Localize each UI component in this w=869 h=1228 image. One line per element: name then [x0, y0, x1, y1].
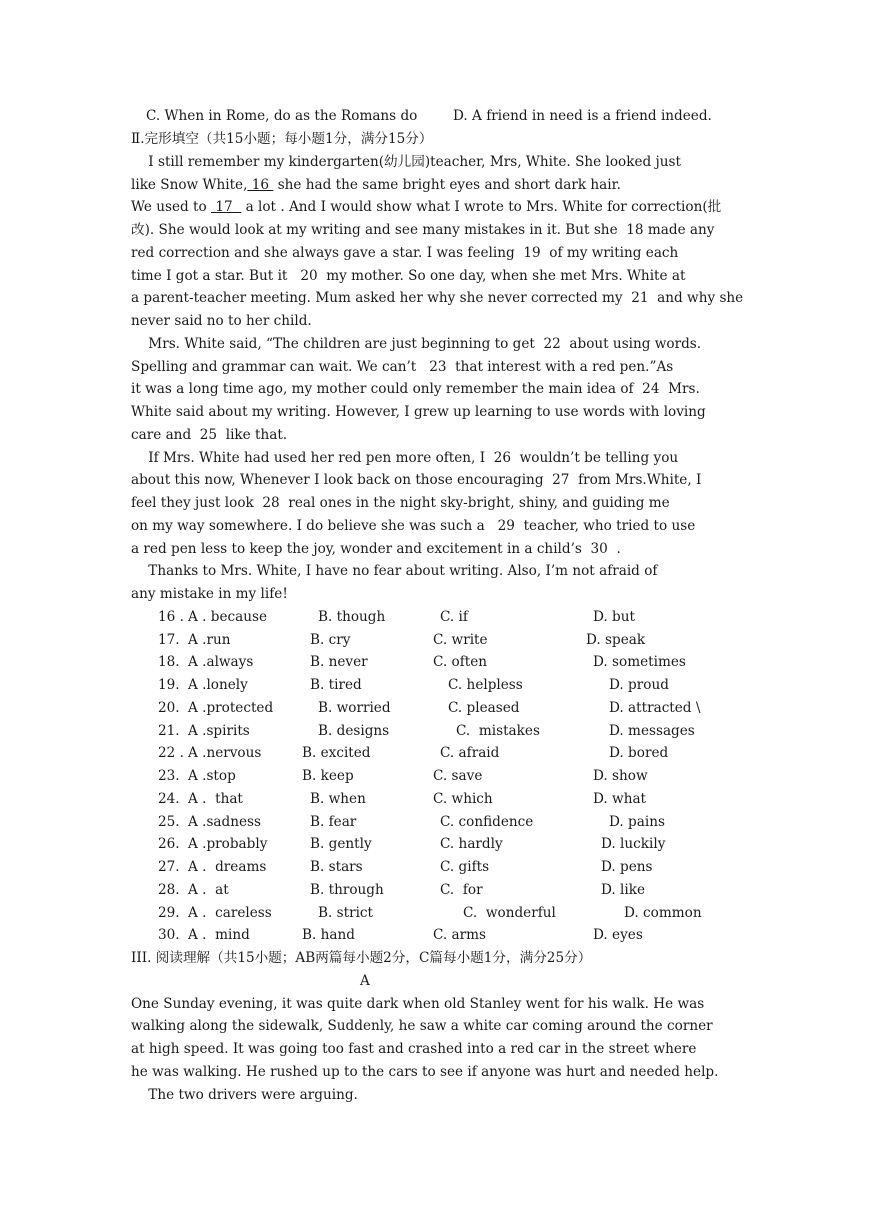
- option-a: A .run: [188, 632, 231, 648]
- option-a: A .nervous: [188, 745, 262, 761]
- option-d: D. but: [593, 609, 635, 625]
- option-b: B. fear: [310, 814, 357, 830]
- option-a: A .spirits: [188, 723, 250, 739]
- option-d: D. pens: [601, 859, 653, 875]
- option-b: B. worried: [318, 700, 391, 716]
- cloze-text: She would look at my writing and see many mistakes in it. But she 18 made any: [158, 222, 715, 238]
- option-a: A . dreams: [188, 859, 267, 875]
- cloze-text: like Snow White,: [131, 177, 248, 193]
- option-a: A .always: [188, 654, 254, 670]
- option-a: A . that: [188, 791, 243, 807]
- question-number: 17.: [158, 632, 180, 648]
- cloze-line-15: about this now, Whenever I look back on those encouraging 27 from Mrs.White, I: [131, 472, 702, 488]
- question-number: 16 .: [158, 609, 184, 625]
- cloze-line-4: [131, 220, 741, 240]
- option-a: A . at: [188, 882, 229, 898]
- option-a: A .sadness: [188, 814, 261, 830]
- cloze-line-2: [131, 175, 741, 195]
- option-c: C. arms: [433, 927, 487, 943]
- option-a: A .probably: [188, 836, 268, 852]
- cloze-line-8: never said no to her child.: [131, 313, 312, 329]
- cloze-line-5: red correction and she always gave a star. I was feeling 19 of my writing each: [131, 245, 679, 261]
- reading-line-2: walking along the sidewalk, Suddenly, he saw a white car coming around the corner: [131, 1018, 713, 1034]
- option-c: C. pleased: [448, 700, 520, 716]
- option-c: C. hardly: [440, 836, 503, 852]
- option-d: D. luckily: [601, 836, 666, 852]
- option-b: B. hand: [302, 927, 355, 943]
- question-number: 23.: [158, 768, 180, 784]
- option-b: B. keep: [302, 768, 354, 784]
- option-d: D. what: [593, 791, 647, 807]
- option-b: B. stars: [310, 859, 363, 875]
- cloze-line-16: feel they just look 28 real ones in the night sky-bright, shiny, and guiding me: [131, 495, 670, 511]
- question-number: 24.: [158, 791, 180, 807]
- cloze-line-12: White said about my writing. However, I grew up learning to use words with loving: [131, 404, 706, 420]
- question-number: 19.: [158, 677, 180, 693]
- section3-heading: III. 阅读理解（共15小题；AB两篇每小题2分，C篇每小题1分，满分25分）: [131, 950, 592, 966]
- question-number: 25.: [158, 814, 180, 830]
- option-c-proverb: C. When in Rome, do as the Romans do: [146, 108, 418, 124]
- option-c: C. afraid: [440, 745, 500, 761]
- question-number: 26.: [158, 836, 180, 852]
- cloze-text: she had the same bright eyes and short dark hair.: [273, 177, 621, 193]
- option-d: D. show: [593, 768, 648, 784]
- option-d: D. messages: [609, 723, 695, 739]
- cloze-line-18: a red pen less to keep the joy, wonder and excitement in a child’s 30 .: [131, 541, 621, 557]
- option-b: B. cry: [310, 632, 351, 648]
- reading-line-1: One Sunday evening, it was quite dark when old Stanley went for his walk. He was: [131, 996, 705, 1012]
- option-b: B. designs: [318, 723, 390, 739]
- cloze-text: a lot . And I would show what I wrote to Mrs. White for correction(批: [241, 199, 722, 215]
- reading-line-4: he was walking. He rushed up to the cars to see if anyone was hurt and needed help.: [131, 1064, 719, 1080]
- option-a: A . mind: [188, 927, 250, 943]
- option-d: D. common: [624, 905, 702, 921]
- reading-line-3: at high speed. It was going too fast and crashed into a red car in the street where: [131, 1041, 697, 1057]
- option-d: D. like: [601, 882, 646, 898]
- option-b: B. though: [318, 609, 386, 625]
- option-a: A . careless: [188, 905, 272, 921]
- option-b: B. strict: [318, 905, 373, 921]
- reading-line-5: The two drivers were arguing.: [131, 1087, 358, 1103]
- option-a: A . because: [188, 609, 268, 625]
- cloze-line-19: Thanks to Mrs. White, I have no fear about writing. Also, I’m not afraid of: [131, 563, 658, 579]
- cloze-line-11: it was a long time ago, my mother could only remember the main idea of 24 Mrs.: [131, 381, 700, 397]
- option-d: D. speak: [586, 632, 646, 648]
- cloze-line-10: Spelling and grammar can wait. We can’t 23 that interest with a red pen.”As: [131, 359, 674, 375]
- option-d: D. sometimes: [593, 654, 686, 670]
- cloze-line-17: on my way somewhere. I do believe she was such a 29 teacher, who tried to use: [131, 518, 696, 534]
- question-number: 18.: [158, 654, 180, 670]
- cloze-text: We used to: [131, 199, 211, 215]
- option-d: D. eyes: [593, 927, 643, 943]
- blank-17: 17: [211, 199, 242, 215]
- option-c: C. often: [433, 654, 488, 670]
- option-c: C. write: [433, 632, 488, 648]
- option-b: B. excited: [302, 745, 371, 761]
- cloze-line-20: any mistake in my life!: [131, 586, 288, 602]
- option-c: C. mistakes: [456, 723, 540, 739]
- question-number: 30.: [158, 927, 180, 943]
- cloze-line-14: If Mrs. White had used her red pen more often, I 26 wouldn’t be telling you: [131, 450, 679, 466]
- option-a: A .lonely: [188, 677, 248, 693]
- option-c: C. helpless: [448, 677, 523, 693]
- cloze-text: 改).: [131, 222, 155, 238]
- option-c: C. confidence: [440, 814, 534, 830]
- option-b: B. through: [310, 882, 384, 898]
- cloze-line-6: time I got a star. But it 20 my mother. So one day, when she met Mrs. White at: [131, 268, 686, 284]
- blank-16: 16: [247, 177, 274, 193]
- cloze-line-3: [131, 197, 741, 217]
- option-c: C. which: [433, 791, 493, 807]
- option-d: D. attracted \: [609, 700, 701, 716]
- option-c: C. gifts: [440, 859, 490, 875]
- cloze-line-13: care and 25 like that.: [131, 427, 288, 443]
- option-d: D. bored: [609, 745, 669, 761]
- option-d-proverb: D. A friend in need is a friend indeed.: [453, 108, 712, 124]
- option-c: C. if: [440, 609, 468, 625]
- option-a: A .stop: [188, 768, 236, 784]
- question-number: 28.: [158, 882, 180, 898]
- cloze-line-9: Mrs. White said, “The children are just beginning to get 22 about using words.: [131, 336, 702, 352]
- section2-heading: Ⅱ.完形填空（共15小题；每小题1分，满分15分）: [131, 131, 433, 147]
- passage-label: A: [360, 973, 370, 989]
- question-number: 29.: [158, 905, 180, 921]
- question-number: 27.: [158, 859, 180, 875]
- option-d: D. proud: [609, 677, 669, 693]
- option-d: D. pains: [609, 814, 665, 830]
- option-c: C. wonderful: [463, 905, 556, 921]
- option-b: B. never: [310, 654, 368, 670]
- option-c: C. for: [440, 882, 483, 898]
- option-a: A .protected: [188, 700, 274, 716]
- question-number: 20.: [158, 700, 180, 716]
- cloze-line-7: a parent-teacher meeting. Mum asked her why she never corrected my 21 and why she: [131, 290, 744, 306]
- option-b: B. when: [310, 791, 366, 807]
- option-c: C. save: [433, 768, 483, 784]
- option-b: B. tired: [310, 677, 362, 693]
- option-b: B. gently: [310, 836, 372, 852]
- question-number: 21.: [158, 723, 180, 739]
- cloze-line-1: I still remember my kindergarten(幼儿园)teacher, Mrs, White. She looked just: [131, 154, 681, 170]
- question-number: 22 .: [158, 745, 184, 761]
